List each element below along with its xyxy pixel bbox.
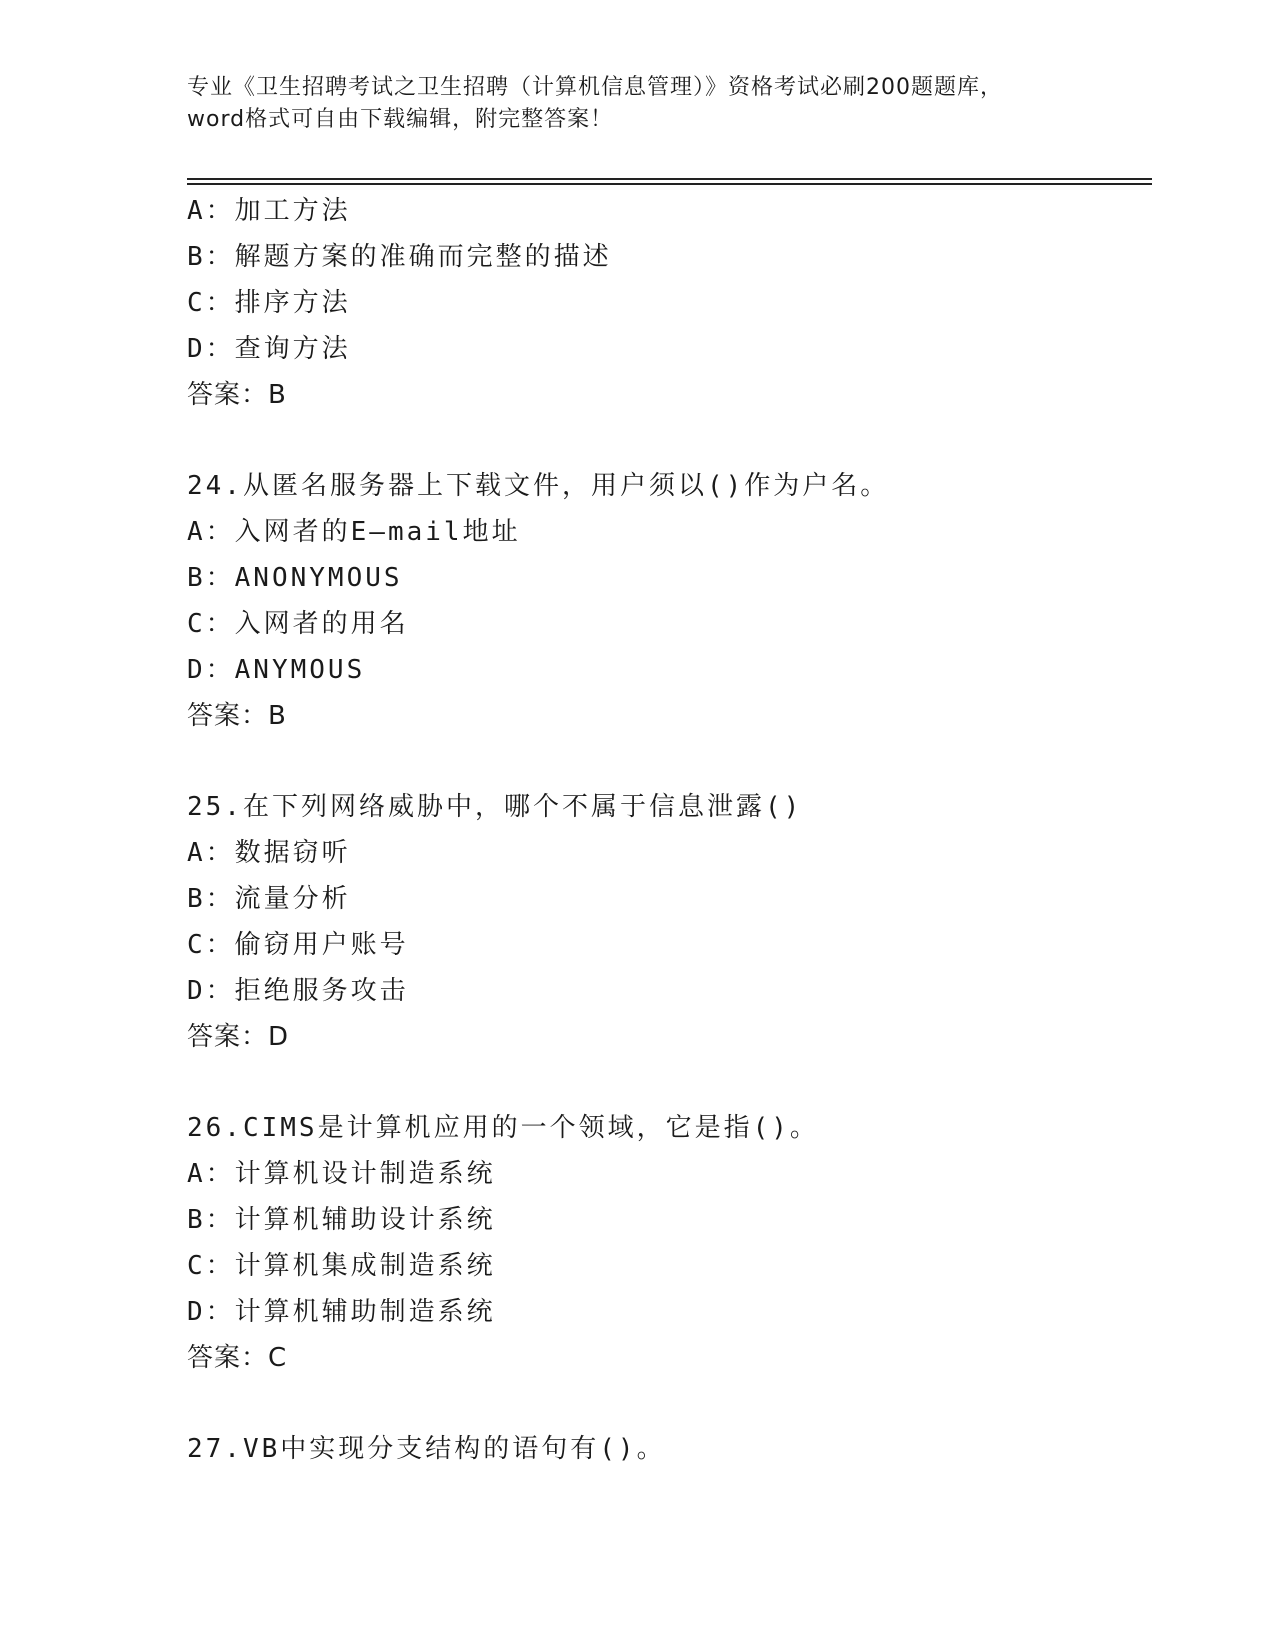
option-d: D：查询方法	[187, 334, 351, 364]
question-24	[187, 463, 1147, 739]
header-line-1: 专业《卫生招聘考试之卫生招聘（计算机信息管理）》资格考试必刷200题题库，	[187, 75, 1003, 100]
spacer	[187, 1381, 1147, 1426]
option-c: C：偷窃用户账号	[187, 930, 409, 960]
question-27	[187, 1426, 1147, 1472]
answer: 答案：D	[187, 1022, 290, 1052]
option-c: C：计算机集成制造系统	[187, 1251, 496, 1281]
question-text: 27.VB中实现分支结构的语句有()。	[187, 1434, 666, 1464]
question-26	[187, 1105, 1147, 1381]
document-header	[187, 72, 1087, 136]
spacer	[187, 739, 1147, 784]
option-d: D：拒绝服务攻击	[187, 976, 409, 1006]
answer: 答案：C	[187, 1343, 288, 1373]
option-c: C：排序方法	[187, 288, 351, 318]
option-d: D：ANYMOUS	[187, 655, 366, 685]
option-d: D：计算机辅助制造系统	[187, 1297, 496, 1327]
question-list	[187, 188, 1147, 1472]
option-b: B：流量分析	[187, 884, 351, 914]
option-a: A：数据窃听	[187, 838, 351, 868]
option-a: A：计算机设计制造系统	[187, 1159, 496, 1189]
option-c: C：入网者的用名	[187, 609, 409, 639]
answer: 答案：B	[187, 701, 287, 731]
option-b: B：解题方案的准确而完整的描述	[187, 242, 612, 272]
question-text: 24.从匿名服务器上下载文件，用户须以()作为户名。	[187, 471, 890, 501]
question-text: 26.CIMS是计算机应用的一个领域，它是指()。	[187, 1113, 819, 1143]
header-divider-bottom	[187, 183, 1152, 185]
question-23	[187, 188, 1147, 418]
option-a: A：加工方法	[187, 196, 351, 226]
spacer	[187, 418, 1147, 463]
question-text: 25.在下列网络威胁中，哪个不属于信息泄露()	[187, 792, 803, 822]
answer: 答案：B	[187, 380, 287, 410]
option-b: B：ANONYMOUS	[187, 563, 403, 593]
option-b: B：计算机辅助设计系统	[187, 1205, 496, 1235]
option-a: A：入网者的E—mail地址	[187, 517, 521, 547]
header-divider-top	[187, 178, 1152, 180]
header-line-2: word格式可自由下载编辑，附完整答案！	[187, 107, 614, 132]
spacer	[187, 1060, 1147, 1105]
question-25	[187, 784, 1147, 1060]
